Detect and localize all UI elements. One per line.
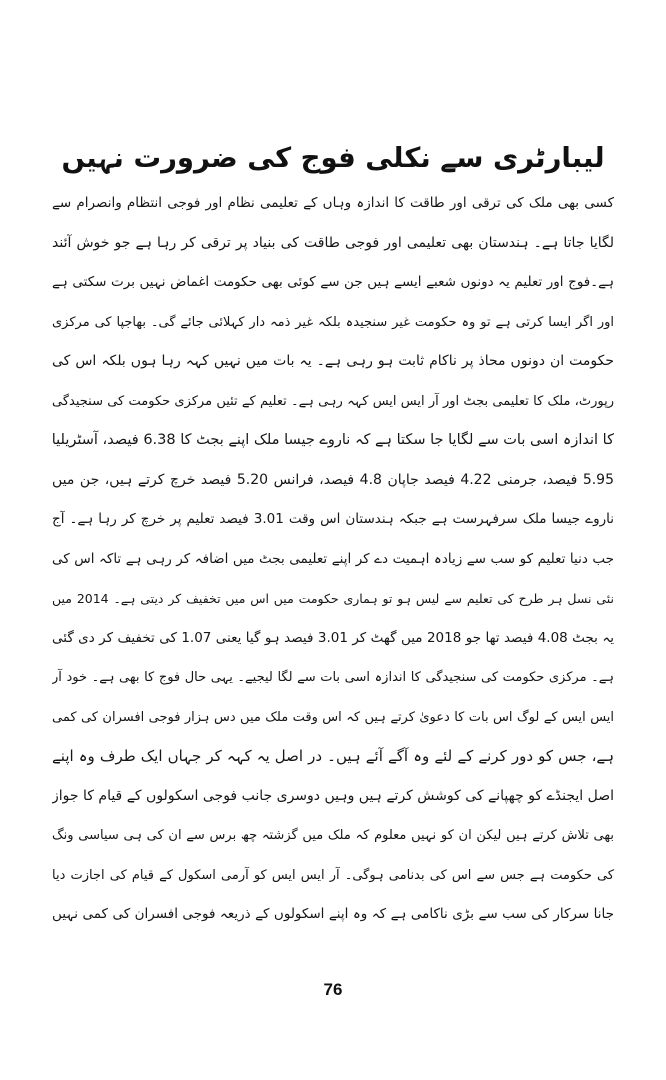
text-line: جب دنیا تعلیم کو سب سے زیادہ اہمیت دے کر اپنے تعلیمی بجٹ میں اضافہ کر رہی ہے تاکہ اس کی — [52, 550, 614, 567]
text-line: حکومت ان دونوں محاذ پر ناکام ثابت ہو رہی ہے۔ یہ بات میں نہیں کہہ رہا ہوں بلکہ اس کی — [52, 353, 614, 369]
chapter-title: لیبارٹری سے نکلی فوج کی ضرورت نہیں — [61, 142, 605, 175]
page-number: 76 — [323, 980, 343, 999]
text-line: 5.95 فیصد، جرمنی 4.22 فیصد جاپان 4.8 فیصد، فرانس 5.20 فیصد خرچ کرتے ہیں، جن میں — [52, 471, 614, 488]
text-line: اصل ایجنڈے کو چھپانے کی کوشش کرتے ہیں وہیں دوسری جانب فوجی اسکولوں کے قیام کا جواز — [52, 787, 614, 804]
text-line: کا اندازہ اسی بات سے لگایا جا سکتا ہے کہ ناروے جیسا ملک اپنے بجٹ کا 6.38 فیصد، آسٹریلیا — [52, 432, 614, 448]
text-line: کسی بھی ملک کی ترقی اور طاقت کا اندازہ وہاں کے تعلیمی نظام اور فوجی انتظام وانصرام سے — [52, 195, 614, 211]
text-line: رپورٹ، ملک کا تعلیمی بجٹ اور آر ایس ایس کہہ رہی ہے۔ تعلیم کے تئیں مرکزی حکومت کی سنجیدگی — [52, 393, 614, 409]
text-line: کی حکومت ہے جس سے اس کی بدنامی ہوگی۔ آر ایس ایس کو آرمی اسکول کے قیام کی اجازت دیا — [52, 867, 614, 883]
text-line: ہے، جس کو دور کرنے کے لئے وہ آگے آئے ہیں۔ در اصل یہ کہہ کر جہاں ایک طرف وہ اپنے — [52, 747, 614, 765]
text-line: ایس ایس کے لوگ اس بات کا دعویٰ کرتے ہیں کہ اس وقت ملک میں دس ہزار فوجی افسران کی کمی — [52, 709, 614, 725]
text-line: نئی نسل ہر طرح کی تعلیم سے لیس ہو تو ہماری حکومت میں اس میں تخفیف کر دیتی ہے۔ 2014 میں — [52, 591, 614, 606]
text-line: یہ بجٹ 4.08 فیصد تھا جو 2018 میں گھٹ کر 3.01 فیصد ہو گیا یعنی 1.07 کی تخفیف کر دی گئی — [52, 629, 614, 646]
text-line: ہے۔ مرکزی حکومت کی سنجیدگی کا اندازہ اسی بات سے لگا لیجیے۔ یہی حال فوج کا بھی ہے۔ خود آر — [52, 670, 614, 685]
text-line: اور اگر ایسا کرتی ہے تو وہ حکومت غیر سنجیدہ بلکہ غیر ذمہ دار کہلائی جائے گی۔ بھاجپا کی مرکزی — [52, 314, 614, 330]
text-line: بھی تلاش کرتے ہیں لیکن ان کو نہیں معلوم کہ ملک میں گزشتہ چھ برس سے ان کی ہی سیاسی ونگ — [52, 828, 614, 843]
text-line: لگایا جاتا ہے۔ ہندستان بھی تعلیمی اور فوجی طاقت کی بنیاد پر ترقی کر رہا ہے جو خوش آئند — [52, 234, 614, 251]
text-line: ناروے جیسا ملک سرفہرست ہے جبکہ ہندستان اس وقت 3.01 فیصد تعلیم پر خرچ کر رہا ہے۔ آج — [52, 511, 614, 527]
text-line: جانا سرکار کی سب سے بڑی ناکامی ہے کہ وہ اپنے اسکولوں کے ذریعہ فوجی افسران کی کمی نہیں — [52, 906, 614, 922]
body-text — [52, 184, 614, 935]
text-line: ہے۔فوج اور تعلیم یہ دونوں شعبے ایسے ہیں جن سے کوئی بھی حکومت اغماض نہیں برت سکتی ہے — [52, 274, 614, 290]
